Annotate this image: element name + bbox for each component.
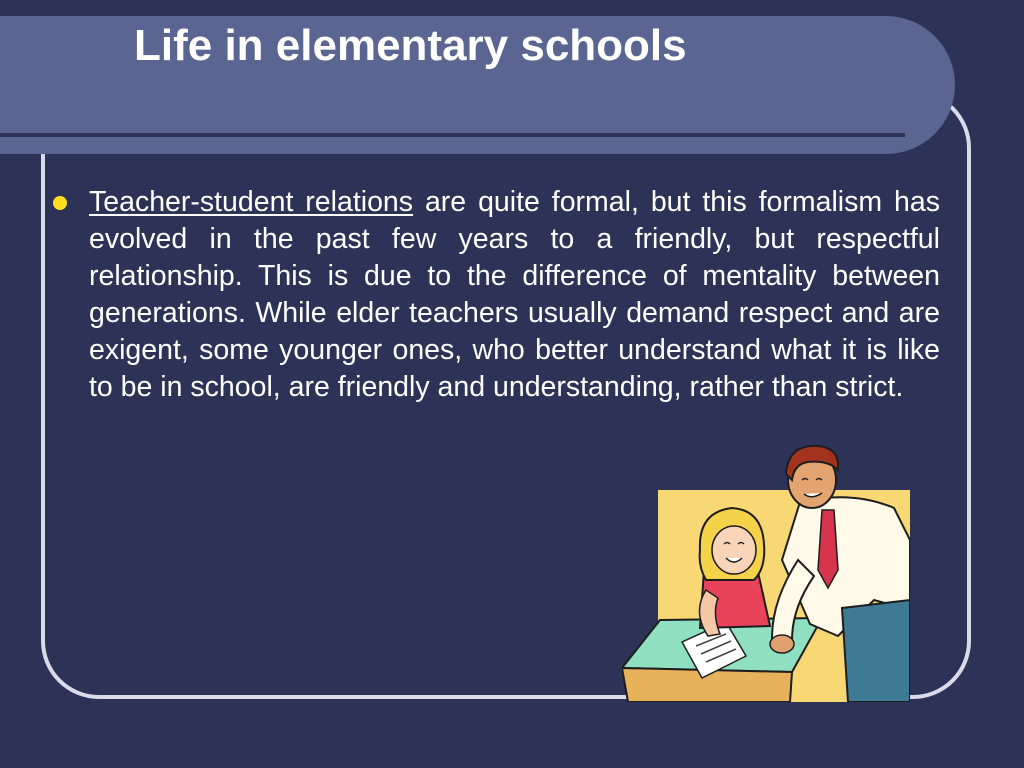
bullet-icon [53, 196, 67, 210]
bullet-body: are quite formal, but this formalism has evolved in the past few years to a friendly, but respectful relationship. This is due to the difference of mentality between generations. While elder teachers usually demand respect and are exigent, some younger ones, who better understand what it is like to be in school, are friendly and understanding, rather than strict. [89, 186, 941, 403]
teacher-trousers [842, 600, 910, 702]
teacher-tie [818, 510, 838, 588]
teacher-helping-student-clipart [622, 440, 910, 702]
slide-title: Life in elementary schools [134, 21, 687, 70]
girl-face [712, 526, 756, 574]
title-rule [0, 133, 905, 137]
teacher-hand [770, 635, 794, 653]
bullet-paragraph [89, 184, 940, 406]
bullet-term: Teacher-student relations [89, 186, 414, 218]
